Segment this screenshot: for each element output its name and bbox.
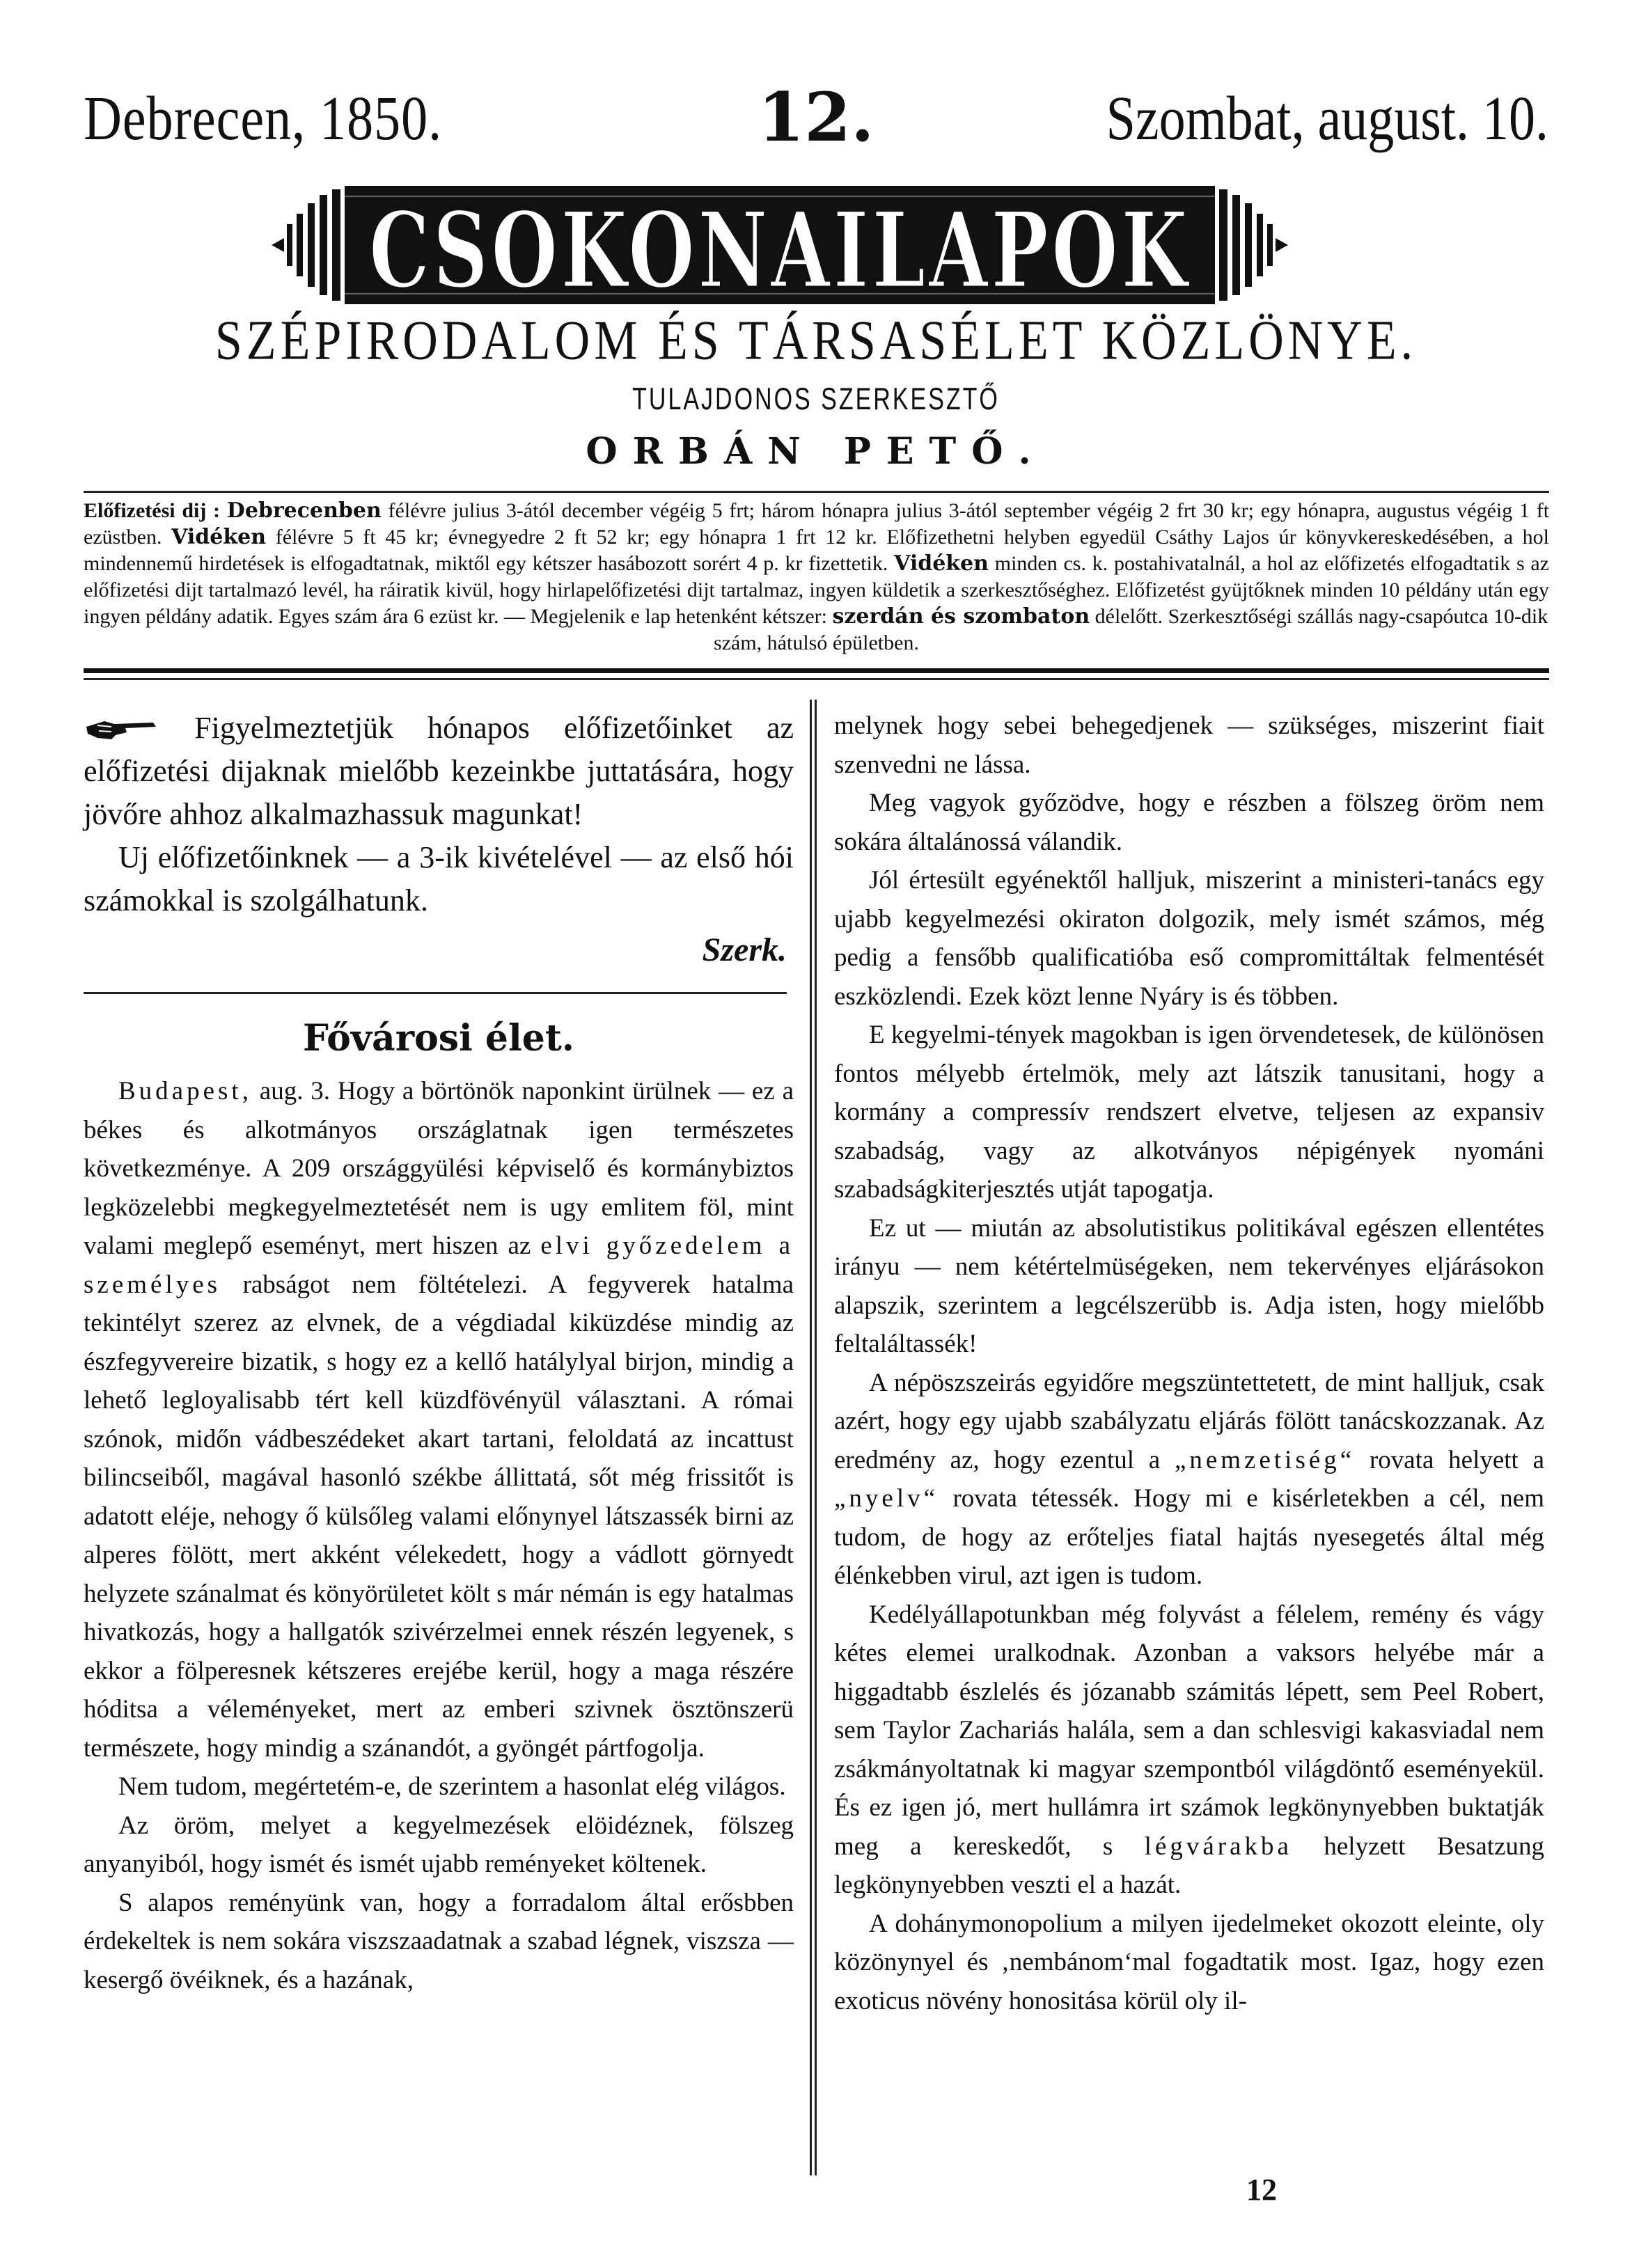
right-p6-c: helyzett Besatzung legkönynyebben veszti el a hazát. [834,1832,1545,1899]
right-paragraph-1: Meg vagyok győzödve, hogy e részben a fölszeg öröm nem sokára általánossá válandik. [834,789,1544,856]
article-dateline: Budapest, [118,1077,252,1105]
issue-number: 12. [758,78,874,157]
editor-signature: Szerk. [702,931,787,968]
article-p1-text: aug. 3. Hogy a börtönök naponkint ürülnek — ez a békes és alkotmányos országlatnak igen természetes következménye. A 209 országgyülési képviselő és kormánybiztos legközelebbi megkegyelmeztetését nem is ugy emlitem föl, mint valami meglepő eseményt, mert hiszen az [84,1077,794,1260]
right-paragraph-7: A dohánymonopolium a milyen ijedelmeket okozott eleinte, oly közönynyel és ‚nembánom‘mal fogadtatik most. Igaz, hogy ezen exoticus növény honositása körül oly il- [834,1909,1544,2015]
city-year: Debrecen, 1850. [84,84,443,154]
right-p5-c: rovata helyett a [1369,1445,1545,1474]
subscription-text-2: félévre 5 ft 45 kr; évnegyedre 2 ft 52 kr; egy hónapra 1 frt 12 kr. Előfizethetni helyben egyedül Csáthy Lajos úr könyvkereskedésében, a hol mindennemű hirdetések is elfogadtatnak, miktől egy kétszer hasábozott sorért 4 p. kr fizettetik. [84,526,1550,575]
page-number: 12 [1246,2173,1277,2207]
rule-top [84,491,1549,493]
article-paragraph-1 [84,1072,794,1767]
right-p6-legvarakba: légvárakba [1144,1832,1292,1861]
right-p5-e: rovata tétessék. Hogy mi e kisérletekben a cél, nem tudom, de hogy az erőteljes fiatal hajtás nyesegetés által még élénkebben virul, azt igen is tudom. [834,1484,1545,1590]
right-paragraph-5 [834,1364,1544,1596]
column-divider [810,700,817,2175]
rule-header-thin [84,678,1549,680]
section-divider [84,992,787,994]
section-title: Fővárosi élet. [303,1017,574,1060]
left-column [84,707,794,1999]
masthead-banner [272,182,1288,312]
article-p1-spaced: elvi győzedelem a személyes [84,1231,794,1299]
right-p6-a: Kedélyállapotunkban még folyvást a félelem, remény és vágy kétes elemei uralkodnak. Azonban a vaksors helyébe már a higgadtabb észlelés és józanabb számitás lépett, sem Peel Robert, sem Taylor Zachariás halála, sem a dan schlesvigi kakasviadal nem zsákmányoltatnak ki magyar szempontból világdöntő eseményekül. És ez igen jó, mert hullámra irt számok legkönynyebben buktatják meg a kereskedőt, s [834,1600,1544,1861]
article-p1-cont: rabságot nem föltételezi. A fegyverek hatalma tekintélyt szerez az elvnek, de a végdiadal kiküzdése mindig az észfegyvereire bizatik, s hogy ez a kellő hatálylyal birjon, mindig a lehető legloyalisabb tért kell küzdfövényül választani. A római szónok, midőn vádbeszédeket akart tartani, feloldatá az incattust bilincseiből, magával hasonló székbe állittatá, sőt még frissitőt is adatott eléje, nehogy ő külsőleg valami előnynyel látszassék birni az alperes fölött, mert akként vélekedett, hogy a vádlott görnyedt helyzete szánalmat és könyörületet költ s már némán is egy hatalmas hivatkozás, hogy a hallgatók szivérzelmei ennek részén legyenek, s ekkor a fölperesnek kétszeres erejébe kerül, hogy a maga részére hóditsa a véleményeket, mert az emberi szivnek ösztönszerü természete, hogy mindig a szánandót, a gyöngét pártfogolja. [84,1270,794,1763]
issue-date: Szombat, august. 10. [1106,84,1548,154]
subscription-info [84,498,1549,656]
right-p5-a: A népöszszeirás egyidőre megszüntettetett, de mint halljuk, csak azért, hogy egy ujabb szabályzatu eljárás fölött tanácskozzanak. Az eredmény az, hogy ezentul a [834,1368,1544,1474]
owner-label: TULAJDONOS SZERKESZTŐ [632,382,1000,417]
masthead-title: CSOKONAILAPOK [369,189,1191,312]
subscription-text-3: minden cs. k. postahivatalnál, a hol az előfizetés elfogadtatik s az előfizetési dijt tartalmazó levél, ha ráiratik kivül, hogy hirlapelőfizetési dijt tartalmaz, ingyen küldetik a szerkesztőséghez. Előfizetést gyüjtőknek minden 10 példány után egy ingyen példány adatik. Egyes szám ára 6 ezüst kr. — Megjelenik e lap hetenként kétszer: [84,552,1550,628]
owner-name: ORBÁN PETŐ. [586,430,1046,473]
subscription-days: szerdán és szombaton [832,604,1090,629]
article-paragraph-4: S alapos reményünk van, hogy a forradalom által erősbben érdekeltek is nem sokára viszszaadatnak a szabad légnek, viszsza — kesergő övéiknek, és a hazának, [84,1888,794,1994]
right-paragraph-3: E kegyelmi-tények magokban is igen örvendetesek, de különösen fontos mélyebb értelmök, mely azt látszik tanusitani, hogy a kormány a compressív rendszert elvetve, teljesen az expansiv szabadság, vagy az alkotványos népigények nyománi szabadságkiterjesztés utját tapogatja. [834,1021,1544,1204]
article-paragraph-3: Az öröm, melyet a kegyelmezések elöidéznek, fölszeg anyanyiból, hogy ismét és ismét ujabb reményeket költenek. [84,1811,794,1878]
subscription-place-debrecen: Debrecenben [226,498,382,523]
subscription-last-line: szám, hátulsó épületben. [714,631,919,654]
right-paragraph-4: Ez ut — miután az absolutistikus politikával egészen ellentétes irányu — nem kétértelmüségeken, nem tekervényes eljárásokon alapszik, szerintem a legcélszerübb is. Adja isten, hogy mielőbb feltaláltassék! [834,1213,1544,1358]
notice-paragraph-2: Uj előfizetőinknek — a 3-ik kivételével — az első hói számokkal is szolgálhatunk. [84,840,794,918]
subtitle: SZÉPIRODALOM ÉS TÁRSASÉLET KÖZLÖNYE. [214,310,1418,372]
subscription-place-videken-2: Vidéken [894,551,989,576]
rule-header-thick [84,668,1549,673]
article-paragraph-2: Nem tudom, megértetém-e, de szerintem a hasonlat elég világos. [118,1772,786,1801]
notice-paragraph [84,707,794,836]
notice-text: Figyelmeztetjük hónapos előfizetőinket az előfizetési dijaknak mielőbb kezeinkbe juttatására, hogy jövőre ahhoz alkalmazhassuk magunkat! [84,711,794,831]
subscription-text-1: félévre julius 3-ától december végéig 5 frt; három hónapra julius 3-ától september végéig 2 frt 30 kr; egy hónapra, augustus végéig 1 ft ezüstben. [84,499,1550,549]
right-paragraph-2: Jól értesült egyénektől halljuk, miszerint a ministeri-tanács egy ujabb kegyelmezési okiraton dolgozik, mely ismét számos, még pedig a fensőbb qualificatióba eső compromittáltak felmentését eszközlendi. Ezek közt lenne Nyáry is és többen. [834,866,1544,1011]
pointing-hand-icon [84,714,160,742]
right-paragraph-6 [834,1596,1544,1905]
masthead-logo [272,182,1288,312]
subscription-text-4: délelőtt. Szerkesztőségi szállás nagy-csapóutca 10-dik [1094,605,1548,628]
right-p5-nyelv: „nyelv“ [834,1484,939,1513]
right-p5-nemzetiseg: „nemzetiség“ [1174,1445,1356,1474]
dateline-bar [84,78,1548,160]
right-paragraph-0: melynek hogy sebei behegedjenek — szükséges, miszerint fiait szenvedni ne lássa. [834,711,1544,779]
right-column [834,707,1544,2020]
subscription-label: Előfizetési dij : [84,499,221,522]
subscription-place-videken-1: Vidéken [171,525,267,549]
